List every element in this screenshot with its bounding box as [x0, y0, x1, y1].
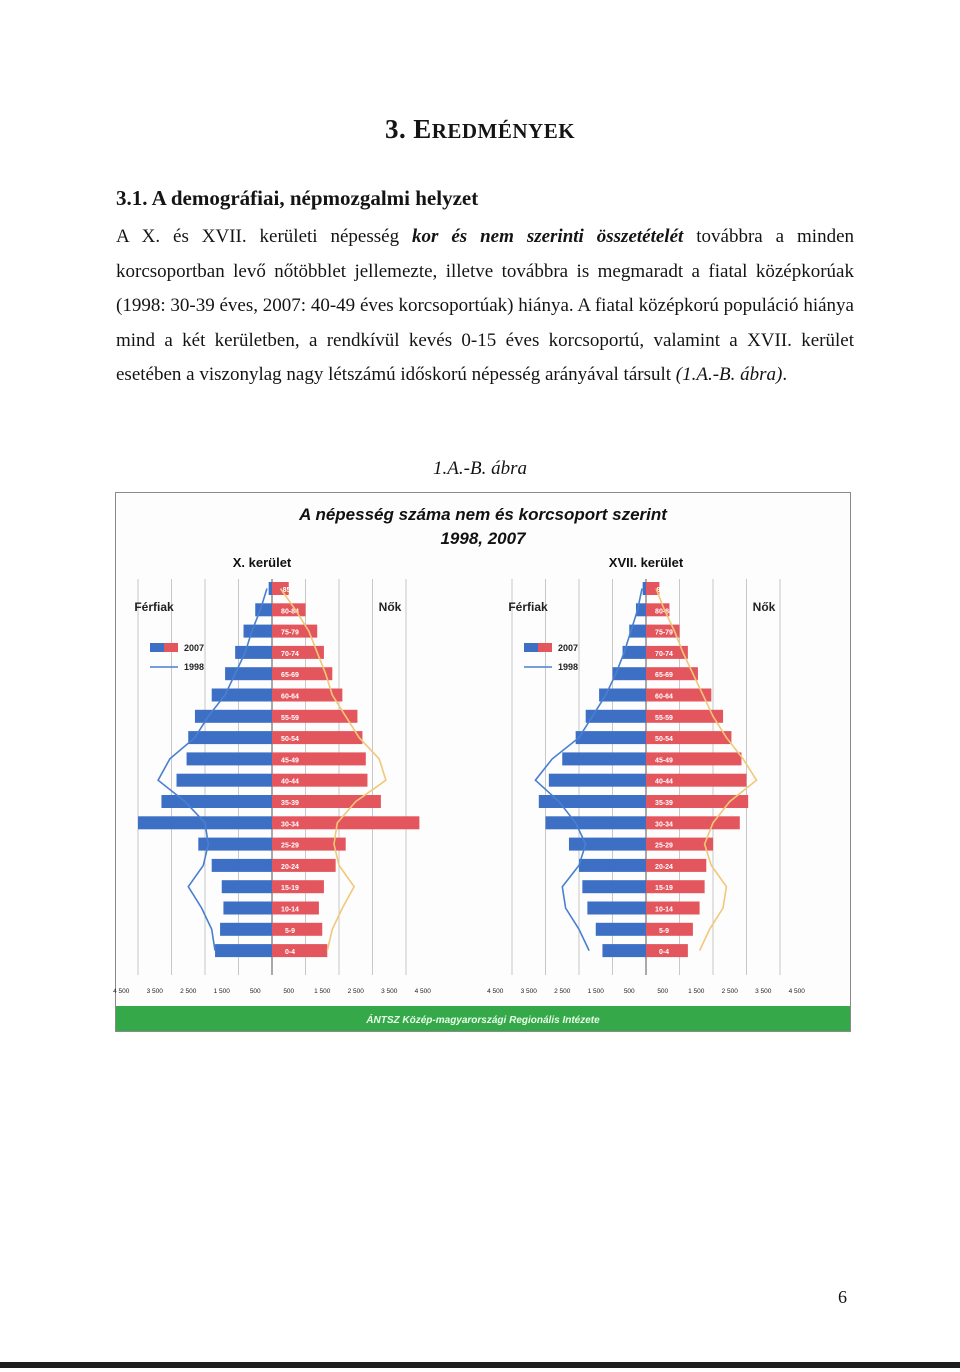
xvii-kerulet-male-2007-bar — [643, 582, 646, 595]
x-kerulet-male-2007-bar — [225, 667, 272, 680]
xvii-kerulet-age-label: 65-69 — [655, 672, 673, 680]
x-kerulet-legend-1998-label: 1998 — [184, 662, 205, 672]
xvii-kerulet-male-2007-bar — [546, 816, 647, 829]
para-emphasis: kor és nem szerinti összetételét — [412, 226, 684, 247]
xvii-kerulet-x-tick-label: 1 500 — [587, 988, 604, 995]
xvii-kerulet-x-tick-label: 4 500 — [788, 988, 805, 995]
figure-title-line1: A népesség száma nem és korcsoport szerint — [299, 505, 667, 524]
x-kerulet-age-label: 40-44 — [281, 778, 299, 786]
x-kerulet-male-2007-bar — [187, 752, 272, 765]
xvii-kerulet-male-1998-line — [535, 589, 642, 951]
x-kerulet-female-2007-bar — [272, 944, 327, 957]
x-kerulet-age-label: 70-74 — [281, 650, 299, 658]
xvii-kerulet-legend-2007-female-swatch — [538, 643, 552, 652]
x-kerulet-male-2007-bar — [223, 902, 272, 915]
xvii-kerulet-age-label: 25-29 — [655, 842, 673, 850]
xvii-kerulet-x-tick-label: 1 500 — [688, 988, 705, 995]
xvii-kerulet-age-label: 10-14 — [655, 906, 673, 914]
chapter-heading — [0, 114, 960, 145]
xvii-kerulet-age-label: 40-44 — [655, 778, 673, 786]
para-figure-ref: (1.A.-B. ábra) — [675, 364, 783, 386]
x-kerulet-male-2007-bar — [244, 625, 272, 638]
x-kerulet-female-2007-bar — [272, 923, 322, 936]
x-kerulet-x-tick-label: 1 500 — [314, 988, 331, 995]
x-kerulet-age-label: 65-69 — [281, 672, 299, 680]
body-paragraph — [116, 220, 854, 393]
figure-footer-text: ÁNTSZ Közép-magyarországi Regionális Intézete — [366, 1015, 600, 1026]
xvii-kerulet-age-label: 60-64 — [655, 693, 673, 701]
x-kerulet-age-label: 45-49 — [281, 757, 299, 765]
xvii-kerulet-male-2007-bar — [576, 731, 646, 744]
x-kerulet-age-label: 55-59 — [281, 714, 299, 722]
x-kerulet-age-label: 20-24 — [281, 863, 299, 871]
xvii-kerulet-x-tick-label: 3 500 — [755, 988, 772, 995]
xvii-kerulet-x-tick-label: 500 — [657, 988, 669, 995]
xvii-kerulet-x-tick-label: 500 — [623, 988, 635, 995]
x-kerulet-x-tick-label: 2 500 — [347, 988, 364, 995]
xvii-kerulet-age-label: 45-49 — [655, 757, 673, 765]
xvii-kerulet-male-2007-bar — [582, 880, 646, 893]
bottom-rule — [0, 1362, 960, 1368]
x-kerulet-age-label: 80-84 — [281, 608, 299, 616]
x-kerulet-age-label: 35-39 — [281, 800, 299, 807]
xvii-kerulet-male-2007-bar — [587, 902, 646, 915]
x-kerulet-male-2007-bar — [215, 944, 272, 957]
x-kerulet-male-2007-bar — [212, 859, 272, 872]
xvii-kerulet-age-label: 50-54 — [655, 736, 673, 744]
x-kerulet-male-2007-bar — [222, 880, 272, 893]
x-kerulet-legend-2007-female-swatch — [164, 643, 178, 652]
figure-caption: 1.A.-B. ábra — [433, 458, 527, 479]
xvii-kerulet-age-label: 5-9 — [658, 927, 670, 935]
x-kerulet-male-2007-bar — [235, 646, 272, 659]
xvii-kerulet-male-2007-bar — [562, 752, 646, 765]
xvii-kerulet-x-tick-label: 2 500 — [554, 988, 571, 995]
x-kerulet-age-label: 15-19 — [281, 885, 299, 893]
x-kerulet-x-tick-label: 4 500 — [113, 988, 130, 995]
xvii-kerulet-female-label: Nők — [752, 600, 776, 614]
x-kerulet-age-label: 25-29 — [281, 842, 299, 850]
x-kerulet-x-tick-label: 500 — [283, 988, 295, 995]
x-kerulet-male-2007-bar — [177, 774, 272, 787]
xvii-kerulet-legend-1998-label: 1998 — [558, 662, 579, 672]
x-kerulet-x-tick-label: 3 500 — [381, 988, 398, 995]
x-kerulet-female-1998-line — [280, 589, 386, 951]
para-part-3: . — [782, 364, 788, 386]
xvii-kerulet-x-tick-label: 3 500 — [520, 988, 537, 995]
figure-title-line2: 1998, 2007 — [440, 529, 526, 548]
x-kerulet-x-tick-label: 3 500 — [146, 988, 163, 995]
xvii-kerulet-male-label: Férfiak — [508, 600, 548, 614]
x-kerulet-age-label: 75-79 — [281, 629, 299, 637]
x-kerulet-title: X. kerület — [232, 555, 292, 570]
xvii-kerulet-title: XVII. kerület — [608, 555, 684, 570]
x-kerulet-legend-2007-label: 2007 — [184, 643, 205, 653]
para-part-2: továbbra a minden korcsoportban levő nőtöbblet jellemezte, illetve továbbra is megmaradt a fiatal középkorúak (1998: 30-39 éves, 2007: 40-49 éves korcsoportúak) hiánya. A fiatal középkorú populáció hiánya mind a két kerületben, a rendkívül kevés 0-15 éves korcsoportú, valamint a XVII. kerület esetében a viszonylag nagy létszámú időskorú népesség arányával társult — [116, 226, 854, 386]
xvii-kerulet-age-label: 30-34 — [655, 821, 673, 829]
xvii-kerulet-male-2007-bar — [549, 774, 646, 787]
x-kerulet-male-2007-bar — [195, 710, 272, 723]
x-kerulet-male-2007-bar — [269, 582, 272, 595]
para-part-1: A X. és XVII. kerületi népesség — [116, 226, 413, 247]
chapter-title-rest: REDMÉNYEK — [431, 119, 576, 143]
xvii-kerulet-age-label: 85-X — [656, 587, 672, 594]
xvii-kerulet-age-label: 75-79 — [655, 629, 673, 637]
xvii-kerulet-male-2007-bar — [602, 944, 646, 957]
xvii-kerulet-male-2007-bar — [569, 838, 646, 851]
x-kerulet-age-label: 50-54 — [281, 736, 299, 744]
page-number: 6 — [838, 1287, 847, 1307]
xvii-kerulet-x-tick-label: 4 500 — [487, 988, 504, 995]
xvii-kerulet-age-label: 15-19 — [655, 885, 673, 893]
x-kerulet-x-tick-label: 2 500 — [180, 988, 197, 995]
xvii-kerulet-age-label: 35-39 — [655, 800, 673, 807]
xvii-kerulet-age-label: 70-74 — [655, 650, 673, 658]
x-kerulet-x-tick-label: 1 500 — [213, 988, 230, 995]
x-kerulet-legend-2007-male-swatch — [150, 643, 164, 652]
xvii-kerulet-age-label: 55-59 — [655, 714, 673, 722]
x-kerulet-x-tick-label: 500 — [249, 988, 261, 995]
xvii-kerulet-female-1998-line — [656, 589, 757, 951]
x-kerulet-male-1998-line — [158, 589, 267, 951]
x-kerulet-female-label: Nők — [378, 600, 402, 614]
x-kerulet-male-label: Férfiak — [134, 600, 174, 614]
xvii-kerulet-female-2007-bar — [646, 923, 693, 936]
section-heading: 3.1. A demográfiai, népmozgalmi helyzet — [116, 186, 479, 210]
x-kerulet-male-2007-bar — [188, 731, 272, 744]
xvii-kerulet-x-tick-label: 2 500 — [721, 988, 738, 995]
xvii-kerulet-legend-2007-male-swatch — [524, 643, 538, 652]
x-kerulet-x-tick-label: 4 500 — [414, 988, 431, 995]
xvii-kerulet-male-2007-bar — [579, 859, 646, 872]
chapter-title-initial: E — [413, 114, 432, 144]
x-kerulet-age-label: 85-X — [282, 587, 298, 594]
pyramid-chart-svg — [113, 493, 850, 1031]
xvii-kerulet-age-label: 80-84 — [655, 608, 673, 616]
x-kerulet-male-2007-bar — [220, 923, 272, 936]
xvii-kerulet-legend-2007-label: 2007 — [558, 643, 579, 653]
xvii-kerulet-male-2007-bar — [596, 923, 646, 936]
x-kerulet-age-label: 0-4 — [284, 949, 296, 957]
x-kerulet-male-2007-bar — [198, 838, 272, 851]
x-kerulet-age-label: 60-64 — [281, 693, 299, 701]
xvii-kerulet-age-label: 0-4 — [658, 949, 670, 957]
chapter-number: 3. — [384, 114, 407, 144]
x-kerulet-age-label: 10-14 — [281, 906, 299, 914]
xvii-kerulet-age-label: 20-24 — [655, 863, 673, 871]
x-kerulet-age-label: 30-34 — [281, 821, 299, 829]
population-pyramid-figure — [115, 492, 851, 1032]
x-kerulet-age-label: 5-9 — [284, 927, 296, 935]
